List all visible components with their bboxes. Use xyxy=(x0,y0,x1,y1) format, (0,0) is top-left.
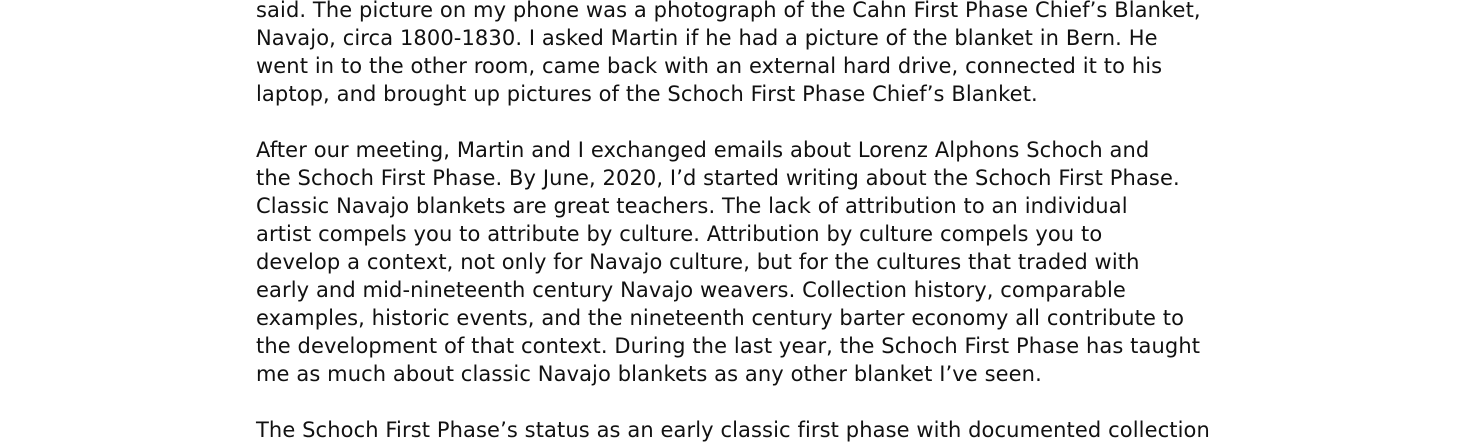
paragraph-meeting-emails: After our meeting, Martin and I exchanged emails about Lorenz Alphons Schoch and the Schoch First Phase. By June, 2020, I’d started writing about the Schoch First Phase. Classic Navajo blankets are great teachers. The lack of attribution to an individual artist compels you to attribute by culture. Attribution by culture compels you to develop a context, not only for Navajo culture, but for the cultures that traded with early and mid-nineteenth century Navajo weavers. Collection history, comparable examples, historic events, and the nineteenth century barter economy all contribute to the development of that context. During the last year, the Schoch First Phase has taught me as much about classic Navajo blankets as any other blanket I’ve seen. xyxy=(256,138,1201,386)
paragraph-spacer xyxy=(256,108,1256,136)
paragraph-status: The Schoch First Phase’s status as an early classic first phase with documented collection xyxy=(256,418,1210,442)
article-body xyxy=(256,0,1256,444)
paragraph-spacer xyxy=(256,388,1256,416)
paragraph-phone-photo: said. The picture on my phone was a photograph of the Cahn First Phase Chief’s Blanket, Navajo, circa 1800-1830. I asked Martin if he had a picture of the blanket in Bern. He went in to the other room, came back with an external hard drive, connected it to his laptop, and brought up pictures of the Schoch First Phase Chief’s Blanket. xyxy=(256,0,1201,106)
